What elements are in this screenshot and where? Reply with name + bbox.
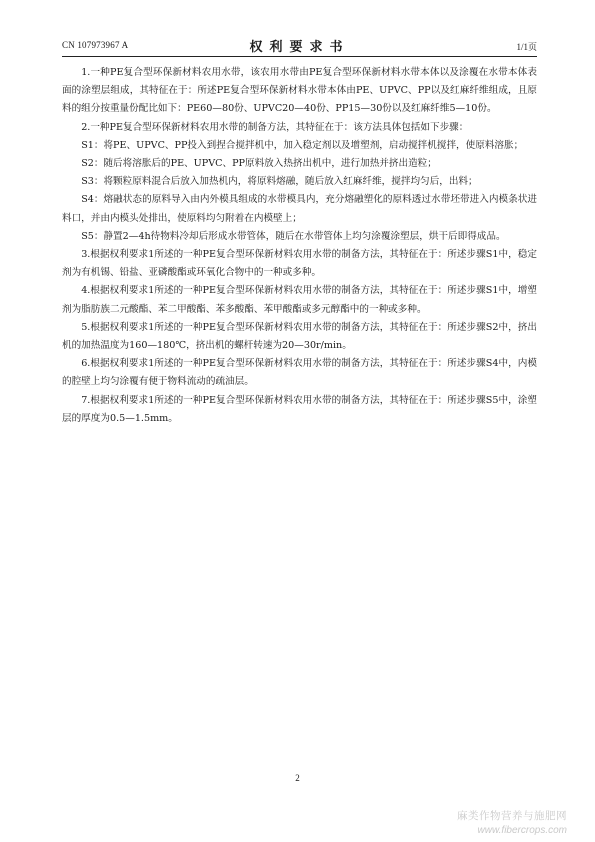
claim-2-step-s5: S5：静置2—4h待物料冷却后形成水带管体，随后在水带管体上均匀涂覆涂塑层，烘干后即得成品。	[81, 230, 506, 242]
watermark-site-name: 麻类作物营养与施肥网	[457, 810, 567, 822]
claim-7: 7.根据权利要求1所述的一种PE复合型环保新材料农用水带的制备方法，其特征在于：所述步骤S5中，涂塑层的厚度为0.5—1.5mm。	[62, 394, 537, 424]
claims-body	[62, 64, 537, 428]
claim-5: 5.根据权利要求1所述的一种PE复合型环保新材料农用水带的制备方法，其特征在于：所述步骤S2中，挤出机的加热温度为160—180℃，挤出机的螺杆转速为20—30r/min。	[62, 321, 537, 352]
watermark-url: www.fibercrops.com	[477, 825, 567, 836]
patent-number: CN 107973967 A	[62, 40, 129, 50]
claim-3: 3.根据权利要求1所述的一种PE复合型环保新材料农用水带的制备方法，其特征在于：所述步骤S1中，稳定剂为有机锡、铅盐、亚磷酸酯或环氧化合物中的一种或多种。	[62, 249, 537, 279]
claim-2-step-s2: S2：随后将溶胀后的PE、UPVC、PP原料放入热挤出机中，进行加热并挤出造粒；	[81, 158, 437, 170]
claim-2-step-s1: S1：将PE、UPVC、PP投入到捏合搅拌机中，加入稳定剂以及增塑剂，启动搅拌机搅拌，使原料溶胀；	[81, 139, 524, 151]
page-number: 2	[295, 773, 300, 783]
header-rule	[62, 56, 537, 57]
claim-4: 4.根据权利要求1所述的一种PE复合型环保新材料农用水带的制备方法，其特征在于：所述步骤S1中，增塑剂为脂肪族二元酸酯、苯二甲酸酯、苯多酸酯、苯甲酸酯或多元醇酯中的一种或多种。	[62, 285, 537, 315]
watermark	[457, 808, 567, 836]
claim-2-step-s4: S4：熔融状态的原料导入由内外模具组成的水带模具内，充分熔融塑化的原料透过水带坯带进入内模条状进料口，并由内模头处排出，使原料均匀附着在内模壁上；	[62, 194, 537, 224]
claim-6: 6.根据权利要求1所述的一种PE复合型环保新材料农用水带的制备方法，其特征在于：所述步骤S4中，内模的腔壁上均匀涂覆有便于物料流动的疏油层。	[62, 358, 537, 388]
claim-2-step-s3: S3：将颗粒原料混合后放入加热机内，将原料熔融，随后放入红麻纤维，搅拌均匀后，出料；	[81, 176, 478, 188]
document-title: 权利要求书	[249, 40, 350, 55]
page-indicator: 1/1页	[516, 42, 537, 52]
claim-1: 1.一种PE复合型环保新材料农用水带，该农用水带由PE复合型环保新材料水带本体以及涂覆在水带本体表面的涂塑层组成，其特征在于：所述PE复合型环保新材料水带本体由PE、UPVC、PP以及红麻纤维组成，且原料的组分按重量份配比如下：PE60—80份、UPVC20—40份、PP15—30份以及红麻纤维5—10份。	[62, 67, 537, 115]
claim-2: 2.一种PE复合型环保新材料农用水带的制备方法，其特征在于：该方法具体包括如下步骤：	[81, 121, 469, 133]
page-header	[62, 36, 537, 54]
